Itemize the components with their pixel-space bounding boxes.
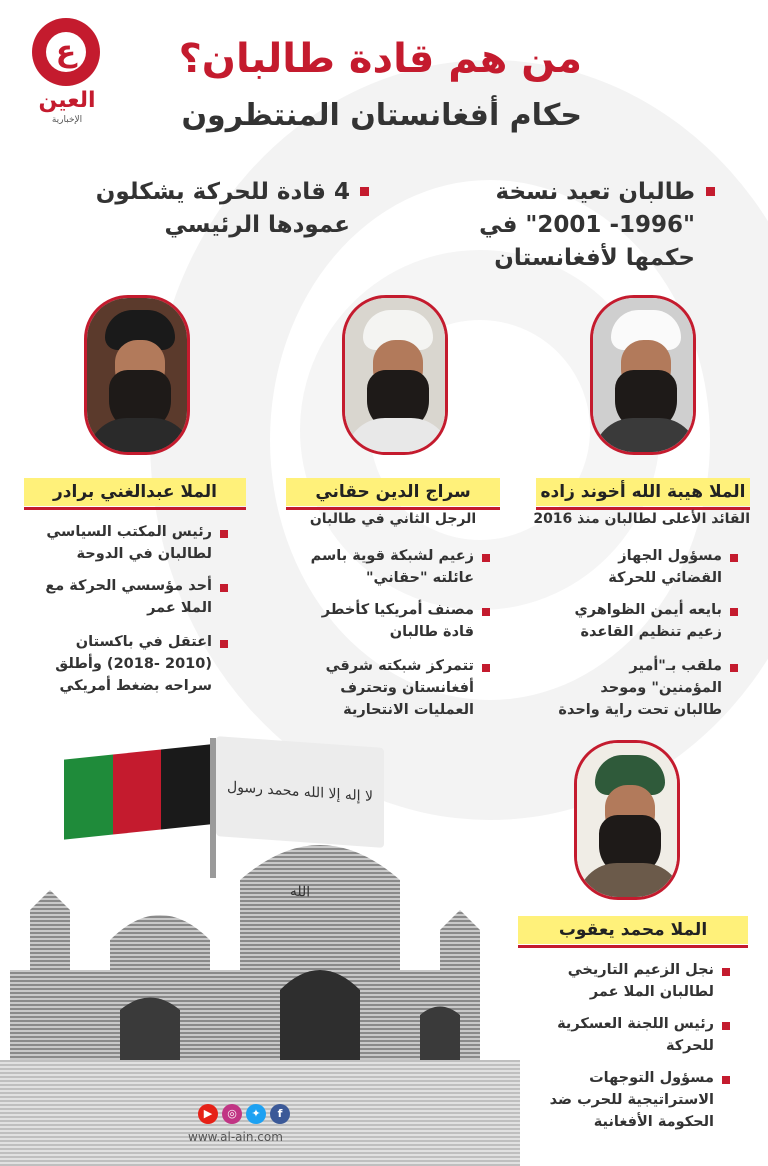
fact-haqqani-1: زعيم لشبكة قوية باسم عائلته "حقاني" — [310, 548, 474, 586]
fact-haqqani-3: تتمركز شبكته شرقي أفغانستان وتحترف العمليات الانتحارية — [325, 658, 474, 718]
taliban-flag: لا إله إلا الله محمد رسول الله — [216, 736, 384, 848]
fact-yaqoob-3: مسؤول التوجهات الاستراتيجية للحرب ضد الحكومة الأفغانية — [549, 1070, 714, 1130]
portrait-baradar — [84, 295, 190, 455]
facebook-icon[interactable]: f — [270, 1104, 290, 1124]
name-haqqani: سراج الدين حقاني — [286, 478, 500, 506]
intro-text-left: 4 قادة للحركة يشكلون عمودها الرئيسي — [95, 179, 350, 238]
name-yaqoob: الملا محمد يعقوب — [518, 916, 748, 944]
fact-yaqoob-1: نجل الزعيم التاريخي لطالبان الملا عمر — [567, 962, 714, 1000]
youtube-icon[interactable]: ▶ — [198, 1104, 218, 1124]
intro-text-right: طالبان تعيد نسخة "1996- 2001" في حكمها لأفغانستان — [479, 179, 695, 271]
fact-baradar-2: أحد مؤسسي الحركة مع الملا عمر — [45, 578, 212, 616]
name-akhundzada: الملا هيبة الله أخوند زاده — [536, 478, 750, 506]
bullet-icon — [220, 640, 228, 648]
afghanistan-flag-icon — [64, 744, 210, 839]
website-link[interactable]: www.al-ain.com — [188, 1130, 283, 1144]
social-icons — [198, 1104, 290, 1124]
bullet-icon — [730, 554, 738, 562]
page-title: من هم قادة طالبان؟ — [178, 36, 582, 82]
bullet-icon — [730, 608, 738, 616]
bullet-icon — [220, 530, 228, 538]
fact-yaqoob-2: رئيس اللجنة العسكرية للحركة — [557, 1016, 714, 1054]
logo-tagline: الإخبارية — [51, 115, 83, 125]
bullet-icon — [482, 664, 490, 672]
bullet-icon — [722, 1076, 730, 1084]
fact-baradar-1: رئيس المكتب السياسي لطالبان في الدوحة — [46, 524, 212, 562]
role-akhundzada: القائد الأعلى لطالبان منذ 2016 — [533, 511, 750, 527]
fact-haqqani-2: مصنف أمريكيا كأخطر قادة طالبان — [321, 602, 474, 640]
logo-ring-icon — [32, 18, 100, 86]
role-haqqani: الرجل الثاني في طالبان — [309, 511, 477, 527]
logo-glyph: ع — [46, 32, 86, 72]
instagram-icon[interactable]: ◎ — [222, 1104, 242, 1124]
bullet-icon — [722, 1022, 730, 1030]
twitter-icon[interactable]: ✦ — [246, 1104, 266, 1124]
bullet-icon — [482, 554, 490, 562]
fact-akhundzada-1: مسؤول الجهاز القضائي للحركة — [608, 548, 722, 586]
page-subtitle: حكام أفغانستان المنتظرون — [181, 98, 582, 133]
bullet-icon — [482, 608, 490, 616]
bullet-icon — [730, 664, 738, 672]
portrait-haqqani — [342, 295, 448, 455]
bullet-icon — [722, 968, 730, 976]
portrait-yaqoob — [574, 740, 680, 900]
logo-name: العين — [38, 88, 96, 113]
fact-akhundzada-3: ملقب بـ"أمير المؤمنين" وموحد طالبان تحت راية واحدة — [558, 658, 722, 718]
bullet-icon — [220, 584, 228, 592]
fact-akhundzada-2: بايعه أيمن الظواهري زعيم تنظيم القاعدة — [574, 602, 722, 640]
name-baradar: الملا عبدالغني برادر — [24, 478, 246, 506]
al-ain-logo — [22, 18, 112, 128]
bullet-icon — [706, 187, 715, 196]
bullet-icon — [360, 187, 369, 196]
fact-baradar-3: اعتقل في باكستان (2010 -2018) وأطلق سراحه بضغط أمريكي — [55, 634, 212, 694]
portrait-akhundzada — [590, 295, 696, 455]
